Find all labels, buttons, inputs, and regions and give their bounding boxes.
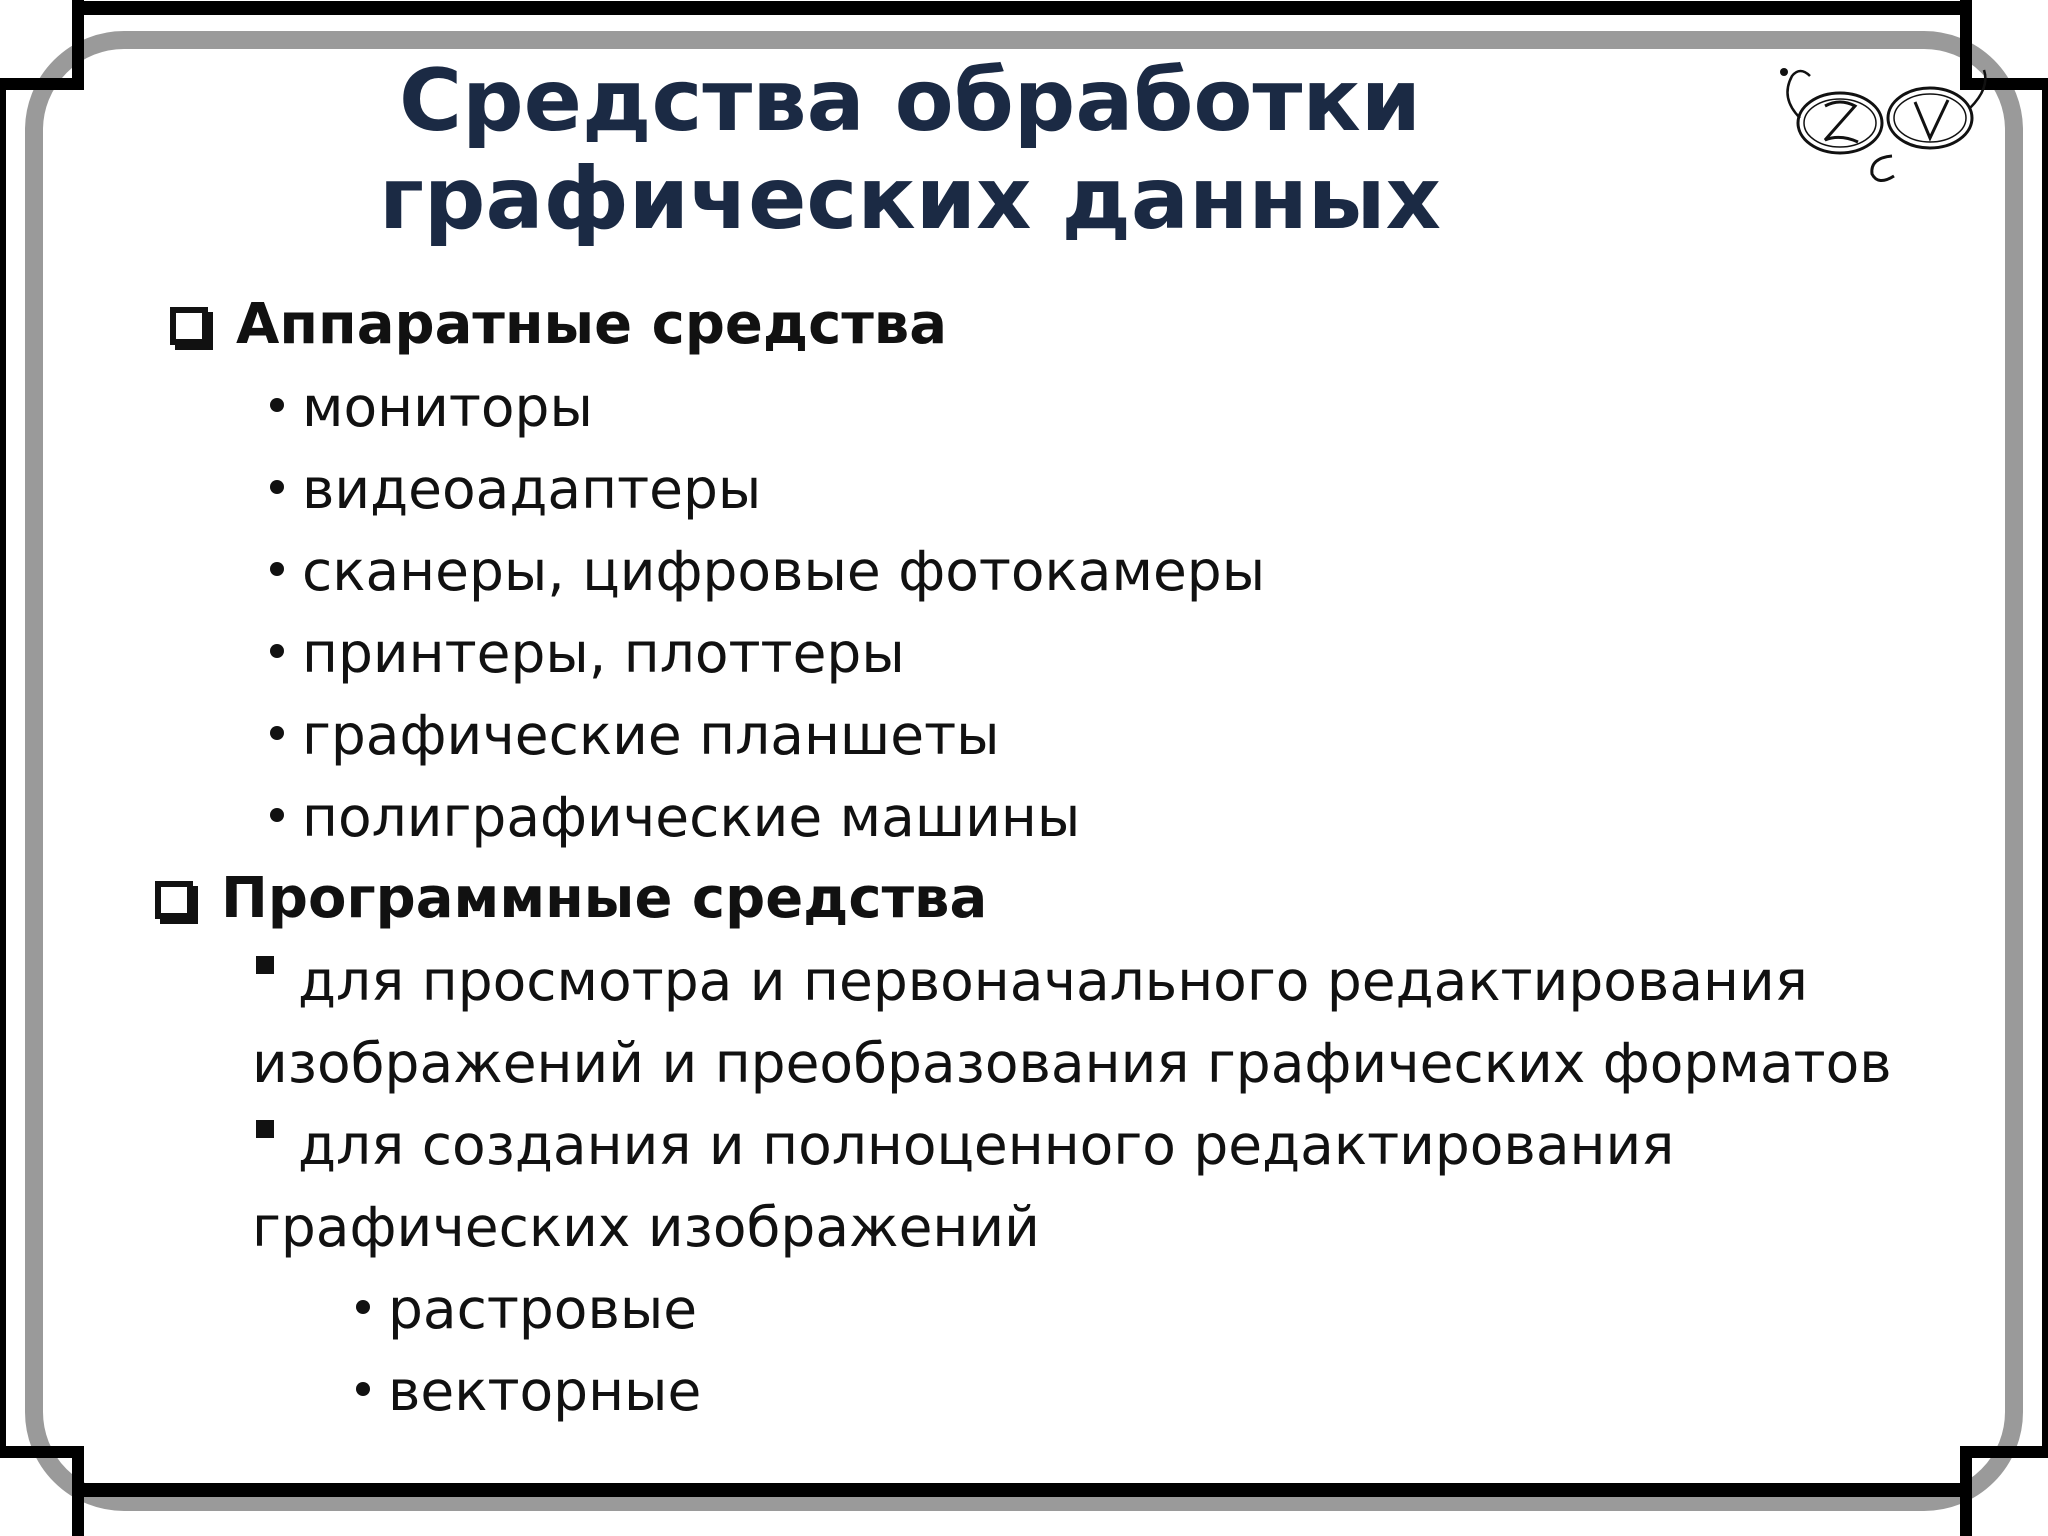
square-bullet-icon <box>256 1120 274 1138</box>
list-item-text: полиграфические машины <box>302 785 1081 849</box>
list-item-text: изображений и преобразования графических форматов <box>252 1031 1892 1095</box>
round-bullet-icon <box>356 1300 370 1314</box>
list-item-text: растровые <box>388 1277 698 1341</box>
list-item-text: векторные <box>388 1359 702 1423</box>
square-bullet-icon <box>256 956 274 974</box>
round-bullet-icon <box>270 644 284 658</box>
list-item-text: графических изображений <box>252 1195 1040 1259</box>
list-item-text: видеоадаптеры <box>302 457 762 521</box>
list-item-text: для просмотра и первоначального редактирования <box>298 949 1808 1013</box>
list-item <box>270 538 1265 604</box>
slide-title: Средства обработки графических данных <box>378 51 1442 249</box>
list-item-text: мониторы <box>302 375 593 439</box>
round-bullet-icon <box>270 808 284 822</box>
list-item-text: принтеры, плоттеры <box>302 621 905 685</box>
list-item-text: сканеры, цифровые фотокамеры <box>302 539 1266 603</box>
list-item <box>270 374 593 440</box>
list-item-text: графические планшеты <box>302 703 1000 767</box>
list-item-continuation <box>252 1030 1892 1096</box>
section-hardware-heading: Аппаратные средства <box>236 292 948 357</box>
list-item <box>270 620 905 686</box>
list-item <box>270 702 1000 768</box>
round-bullet-icon <box>270 398 284 412</box>
section-hardware <box>170 292 947 358</box>
section-software <box>155 866 987 932</box>
list-item <box>256 1112 1674 1178</box>
section-software-heading: Программные средства <box>221 866 988 931</box>
list-subitem <box>356 1276 697 1342</box>
round-bullet-icon <box>356 1382 370 1396</box>
list-item <box>256 948 1808 1014</box>
list-subitem <box>356 1358 701 1424</box>
checkbox-square-icon <box>155 881 193 919</box>
round-bullet-icon <box>270 562 284 576</box>
list-item <box>270 784 1080 850</box>
round-bullet-icon <box>270 480 284 494</box>
list-item-continuation <box>252 1194 1040 1260</box>
round-bullet-icon <box>270 726 284 740</box>
list-item-text: для создания и полноценного редактирования <box>298 1113 1675 1177</box>
list-item <box>270 456 761 522</box>
checkbox-square-icon <box>170 307 208 345</box>
